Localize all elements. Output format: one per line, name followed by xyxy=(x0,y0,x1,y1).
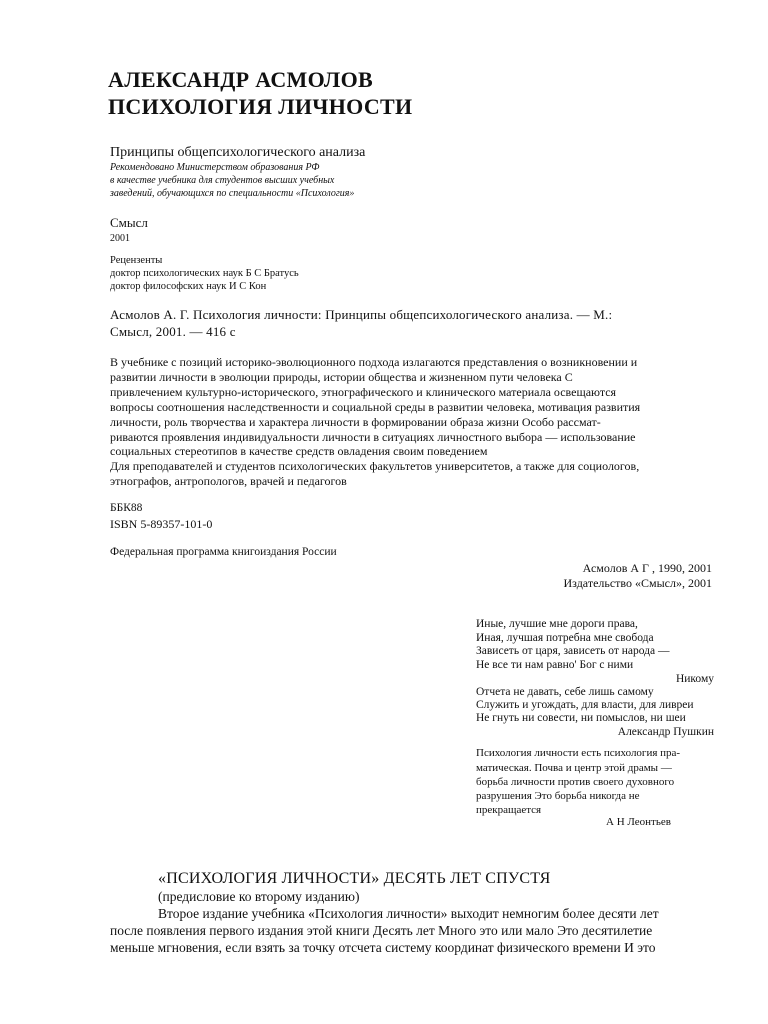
poem-line: Иные, лучшие мне дороги права, xyxy=(476,618,638,630)
annotation-line: вопросы соотношения наследственности и социальной среды в развитии человека, мотивация развития xyxy=(110,400,641,414)
reviewer-line: доктор психологических наук Б С Братусь xyxy=(110,268,299,279)
poem-line: Зависеть от царя, зависеть от народа — xyxy=(476,645,670,657)
poem-author: Александр Пушкин xyxy=(617,726,714,738)
annotation-line: В учебнике с позиций историко-эволюционного подхода излагаются представления о возникновении и xyxy=(110,355,638,369)
reviewer-line: доктор философских наук И С Кон xyxy=(110,281,267,292)
recommendation-line: заведений, обучающихся по специальности «Психология» xyxy=(110,188,355,199)
recommendation-line: Рекомендовано Министерством образования РФ xyxy=(110,162,320,173)
poem-line: Отчета не давать, себе лишь самому xyxy=(476,686,654,698)
poem-line: Иная, лучшая потребна мне свобода xyxy=(476,632,654,644)
bbk-code: ББК88 xyxy=(110,502,143,514)
poem-line: Не гнуть ни совести, ни помыслов, ни шеи xyxy=(476,712,686,724)
poem-line: Не все ти нам равно' Бог с ними xyxy=(476,659,634,671)
epigraph-line: прекращается xyxy=(476,804,542,816)
epigraph-line: матическая. Почва и центр этой драмы — xyxy=(476,762,672,774)
citation-line: Асмолов А. Г. Психология личности: Принципы общепсихологического анализа. — М.: xyxy=(110,307,613,322)
body-line: меньше мгновения, если взять за точку отсчета систему координат физического времени И это xyxy=(110,940,656,955)
reviewers-heading: Рецензенты xyxy=(110,255,163,266)
publication-year: 2001 xyxy=(110,233,130,244)
annotation-line: риваются проявления индивидуальности личности в ситуациях личностного выбора — использование xyxy=(110,430,636,444)
annotation-line: социальных стереотипов в качестве средств овладения своим поведением xyxy=(110,444,488,458)
federal-program-note: Федеральная программа книгоиздания России xyxy=(110,546,337,558)
book-title: ПСИХОЛОГИЯ ЛИЧНОСТИ xyxy=(108,94,413,119)
recommendation-line: в качестве учебника для студентов высших учебных xyxy=(110,175,335,186)
preface-note: (предисловие ко второму изданию) xyxy=(158,889,360,904)
section-heading: «ПСИХОЛОГИЯ ЛИЧНОСТИ» ДЕСЯТЬ ЛЕТ СПУСТЯ xyxy=(158,870,551,887)
poem-line: Никому xyxy=(675,673,714,685)
body-line: после появления первого издания этой книги Десять лет Много это или мало Это десятилетие xyxy=(110,923,653,938)
epigraph-line: разрушения Это борьба никогда не xyxy=(476,790,640,802)
annotation-line: привлечением культурно-исторического, этнографического и клинического материала освещаются xyxy=(110,385,617,399)
annotation-line: личности, роль творчества и характера личности в формировании образа жизни Особо рассмат- xyxy=(110,415,601,429)
epigraph-line: борьба личности против своего духовного xyxy=(476,776,675,788)
publisher: Смысл xyxy=(110,215,148,230)
body-line: Второе издание учебника «Психология личности» выходит немногим более десяти лет xyxy=(158,906,659,921)
copyright-line: Издательство «Смысл», 2001 xyxy=(563,576,712,590)
poem-line: Служить и угождать, для власти, для ливреи xyxy=(476,699,694,711)
epigraph-author: А Н Леонтьев xyxy=(606,816,671,828)
annotation-line: этнографов, антропологов, врачей и педагогов xyxy=(110,474,347,488)
copyright-line: Асмолов А Г , 1990, 2001 xyxy=(582,561,712,575)
book-subtitle: Принципы общепсихологического анализа xyxy=(110,145,366,160)
citation-line: Смысл, 2001. — 416 с xyxy=(110,324,236,339)
annotation-line: Для преподавателей и студентов психологических факультетов университетов, а также для социологов, xyxy=(110,459,640,473)
isbn: ISBN 5-89357-101-0 xyxy=(110,517,213,531)
author-title: АЛЕКСАНДР АСМОЛОВ xyxy=(108,67,373,92)
annotation-line: развитии личности в эволюции природы, истории общества и жизненном пути человека С xyxy=(110,370,573,384)
epigraph-line: Психология личности есть психология пра- xyxy=(476,747,681,759)
